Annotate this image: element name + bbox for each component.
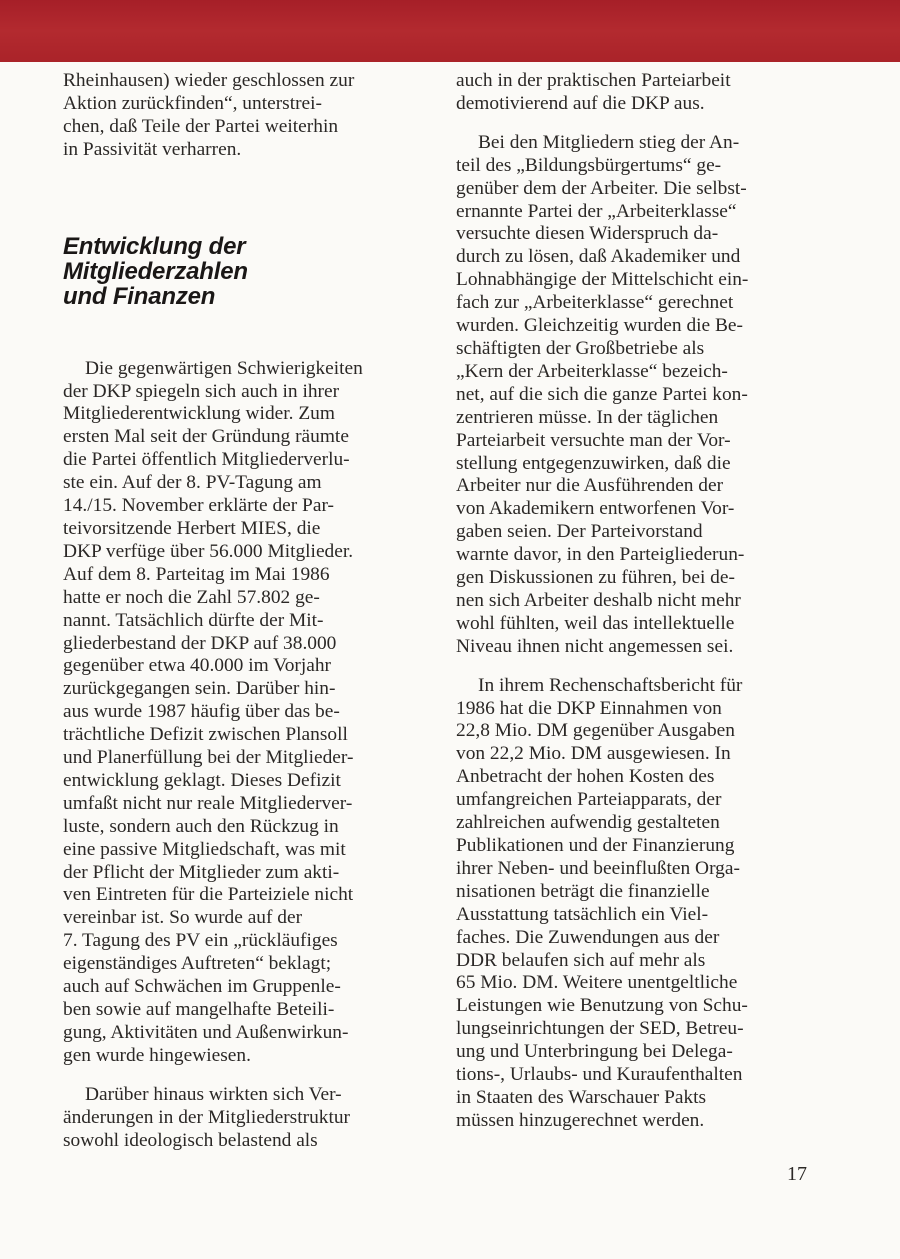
header-color-bar bbox=[0, 0, 900, 62]
page-number: 17 bbox=[787, 1163, 807, 1185]
section-heading: Entwicklung der Mitgliederzahlen und Finanzen bbox=[63, 232, 248, 310]
structure-paragraph: Darüber hinaus wirkten sich Ver- änderungen in der Mitgliederstruktur sowohl ideologisch belastend als bbox=[63, 1083, 351, 1151]
finance-paragraph: In ihrem Rechenschaftsbericht für 1986 hat die DKP Einnahmen von 22,8 Mio. DM gegenüber Ausgaben von 22,2 Mio. DM ausgewiesen. In Anbetracht der hohen Kosten des umfangreichen Parteiapparats, der zahlreichen aufwendig gestalteten Publikationen und der Finanzierung ihrer Neben- und beeinflußten Orga- nisationen beträgt die finanzielle Ausstattung tatsächlich ein Viel- faches. Die Zuwendungen aus der DDR belaufen sich auf mehr als 65 Mio. DM. Weitere unentgeltliche Leistungen wie Benutzung von Schu- lungseinrichtungen der SED, Betreu- ung und Unterbringung bei Delega- tions-, Urlaubs- und Kuraufenthalten in Staaten des Warschauer Pakts müssen hinzugerechnet werden. bbox=[456, 674, 748, 1131]
intro-paragraph: Rheinhausen) wieder geschlossen zur Aktion zurückfinden“, unterstrei- chen, daß Teile der Partei weiterhin in Passivität verharren. bbox=[63, 70, 355, 160]
education-paragraph: Bei den Mitgliedern stieg der An- teil des „Bildungsbürgertums“ ge- genüber dem der Arbeiter. Die selbst- ernannte Partei der „Arbeiterklasse“ versuchte diesen Widerspruch da- durch zu lösen, daß Akademiker und Lohnabhängige der Mittelschicht ein- fach zur „Arbeiterklasse“ gerechnet wurden. Gleichzeitig wurden die Be- schäftigten der Großbetriebe als „Kern der Arbeiterklasse“ bezeich- net, auf die sich die ganze Partei kon- zentrieren müsse. In der täglichen Parteiarbeit versuchte man der Vor- stellung entgegenzuwirken, daß die Arbeiter nur die Ausführenden der von Akademikern entworfenen Vor- gaben seien. Der Parteivorstand warnte davor, in den Parteigliederun- gen Diskussionen zu führen, bei de- nen sich Arbeiter deshalb nicht mehr wohl fühlten, weil das intellektuelle Niveau ihnen nicht angemessen sei. bbox=[456, 131, 749, 657]
continuation-paragraph: auch in der praktischen Parteiarbeit demotivierend auf die DKP aus. bbox=[456, 70, 731, 114]
right-column bbox=[456, 70, 808, 1133]
membership-paragraph: Die gegenwärtigen Schwierigkeiten der DKP spiegeln sich auch in ihrer Mitgliederentwicklung wider. Zum ersten Mal seit der Gründung räumte die Partei öffentlich Mitgliederverlu- ste ein. Auf der 8. PV-Tagung am 14./15. November erklärte der Par- teivorsitzende Herbert MIES, die DKP verfüge über 56.000 Mitglieder. Auf dem 8. Parteitag im Mai 1986 hatte er noch die Zahl 57.802 ge- nannt. Tatsächlich dürfte der Mit- gliederbestand der DKP auf 38.000 gegenüber etwa 40.000 im Vorjahr zurückgegangen sein. Darüber hin- aus wurde 1987 häufig über das be- trächtliche Defizit zwischen Plansoll und Planerfüllung bei der Mitglieder- entwicklung geklagt. Dieses Defizit umfaßt nicht nur reale Mitgliederver- luste, sondern auch den Rückzug in eine passive Mitgliedschaft, was mit der Pflicht der Mitglieder zum akti- ven Eintreten für die Parteiziele nicht vereinbar ist. So wurde auf der 7. Tagung des PV ein „rückläufiges eigenständiges Auftreten“ beklagt; auch auf Schwächen im Gruppenle- ben sowie auf mangelhafte Beteili- gung, Aktivitäten und Außenwirkun- gen wurde hingewiesen. bbox=[63, 357, 363, 1066]
left-column bbox=[63, 70, 415, 1152]
